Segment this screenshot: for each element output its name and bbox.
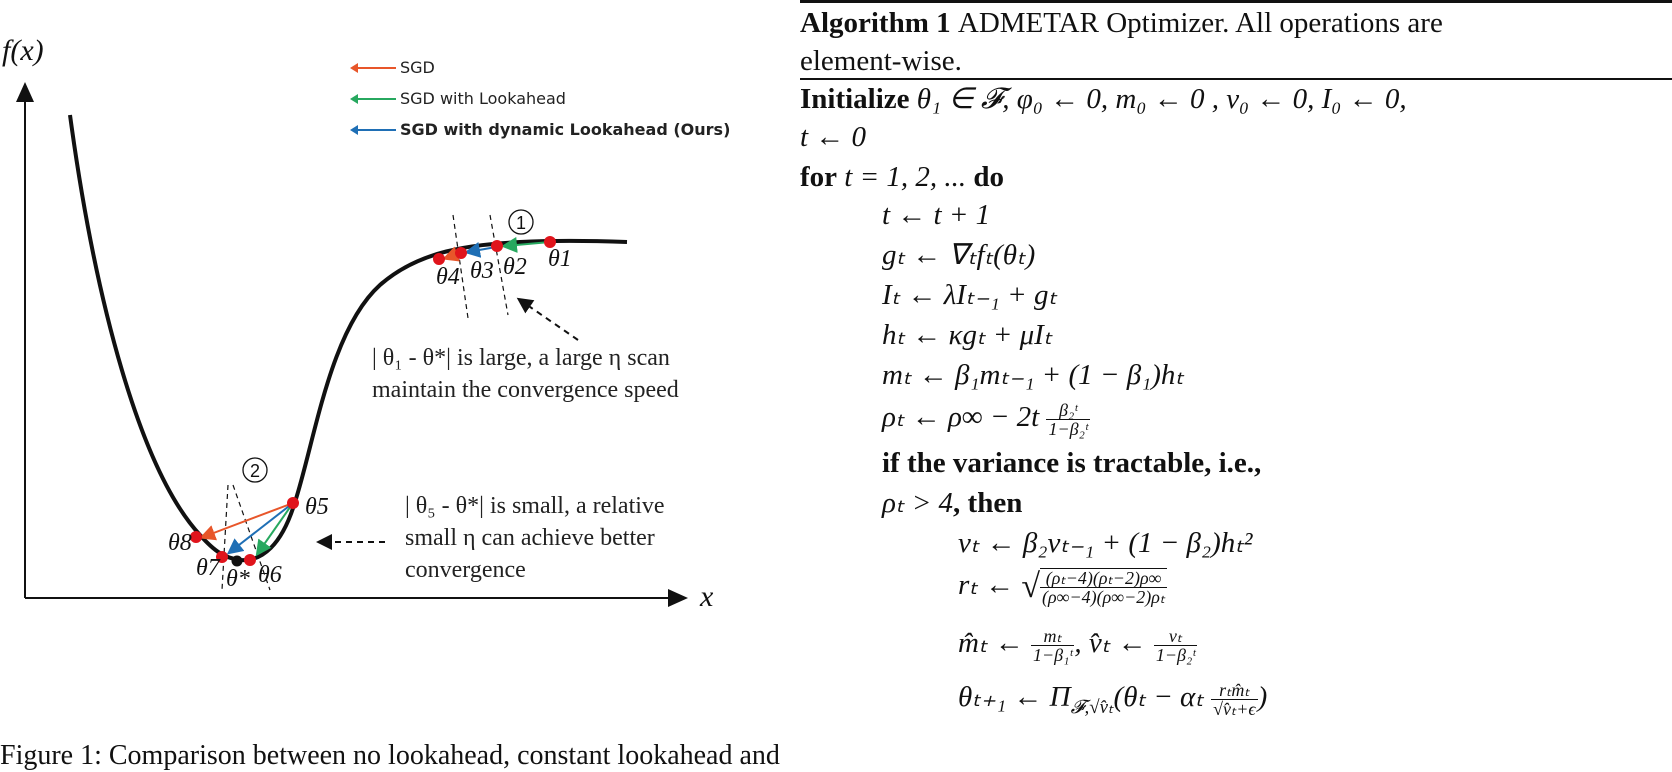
- step-I-update: Iₜ ← λIₜ₋₁ + gₜ: [882, 279, 1057, 311]
- sqrt-icon: √: [1021, 568, 1041, 606]
- step-t-increment: t ← t + 1: [882, 199, 991, 231]
- x-axis: [25, 589, 688, 607]
- label-theta-1: θ1: [548, 246, 572, 272]
- label-theta-8: θ8: [168, 530, 192, 556]
- svg-text:1: 1: [515, 213, 527, 233]
- step-theta-update: θₜ₊₁ ← $\Pi_{𝓕,√v̂_t}(\theta_t - \alpha_t$ $\frac{\text{rₜm̂ₜ}}{\text{√v̂ₜ+ϵ}}$ ): [958, 679, 1268, 719]
- label-theta-2: θ2: [503, 254, 527, 280]
- for-loop-line: for t = 1, 2, ... do: [800, 161, 1005, 193]
- top-rule: [800, 0, 1672, 3]
- label-theta-5: θ5: [305, 494, 329, 520]
- sgd-arrow-2: [203, 503, 293, 537]
- y-axis-label: f(x): [2, 34, 44, 67]
- if-line: if the variance is tractable, i.e.,: [882, 447, 1262, 479]
- legend-item-dynamic-lookahead: SGD with dynamic Lookahead (Ours): [350, 114, 730, 145]
- initialize-line-2: t ← 0: [800, 121, 867, 153]
- step-r-update: rₜ ← √ $\frac{\text{(ρₜ−4)(ρₜ−2)ρ∞}}{\text{(ρ∞−4)(ρ∞−2)ρₜ}}$: [958, 568, 1166, 608]
- green-arrow-icon: [350, 94, 396, 104]
- algorithm-title: Algorithm 1 ADMETAR Optimizer. All operations are: [800, 7, 1443, 39]
- optimum-point: [232, 556, 243, 567]
- figure-caption: Figure 1: Comparison between no lookahead, constant lookahead and: [0, 740, 780, 771]
- legend: [350, 52, 730, 145]
- x-axis-label: x: [700, 580, 714, 613]
- label-theta-3: θ3: [470, 258, 494, 284]
- step-rho-update: ρₜ ← ρ∞ − 2t $\frac{\text{β₂ᵗ}}{\text{1−β₂ᵗ}}$: [882, 399, 1088, 439]
- step-v-update: vₜ ← β₂vₜ₋₁ + (1 − β₂)hₜ²: [958, 527, 1253, 559]
- label-theta-7: θ7: [196, 555, 220, 581]
- annotation-small-step: | θ₅ - θ*| is small, a relative small η can achieve better convergence: [405, 493, 665, 583]
- blue-arrow-icon: [350, 125, 396, 135]
- legend-item-lookahead: SGD with Lookahead: [350, 83, 730, 114]
- algorithm-title-line2: element-wise.: [800, 45, 962, 77]
- label-theta-4: θ4: [436, 264, 460, 290]
- figure-panel: [0, 0, 790, 771]
- annotation-large-step: | θ₁ - θ*| is large, a large η scan maintain the convergence speed: [372, 345, 679, 403]
- step-gradient: gₜ ← ∇ₜfₜ(θₜ): [882, 239, 1036, 271]
- step-bias-correction: m̂ₜ ← $\frac{\text{mₜ}}{\text{1−β₁ᵗ}}$ , v̂ₜ ← $\frac{\text{vₜ}}{\text{1−β₂ᵗ}}$: [958, 625, 1196, 665]
- label-theta-6: θ6: [258, 562, 282, 588]
- y-axis: [16, 82, 34, 598]
- svg-text:2: 2: [249, 461, 261, 481]
- step-h-update: hₜ ← κgₜ + μIₜ: [882, 319, 1053, 351]
- annotation-1-pointer: [520, 300, 578, 340]
- step-m-update: mₜ ← β₁mₜ₋₁ + (1 − β₁)hₜ: [882, 359, 1184, 391]
- label-theta-star: θ*: [226, 566, 250, 592]
- legend-item-sgd: SGD: [350, 52, 730, 83]
- initialize-line: Initialize θ₁ ∈ 𝓕, φ₀ ← 0, m₀ ← 0 , v₀ ← 0, I₀ ← 0,: [800, 83, 1407, 115]
- if-condition-line: ρₜ > 4, then: [882, 487, 1023, 519]
- orange-arrow-icon: [350, 63, 396, 73]
